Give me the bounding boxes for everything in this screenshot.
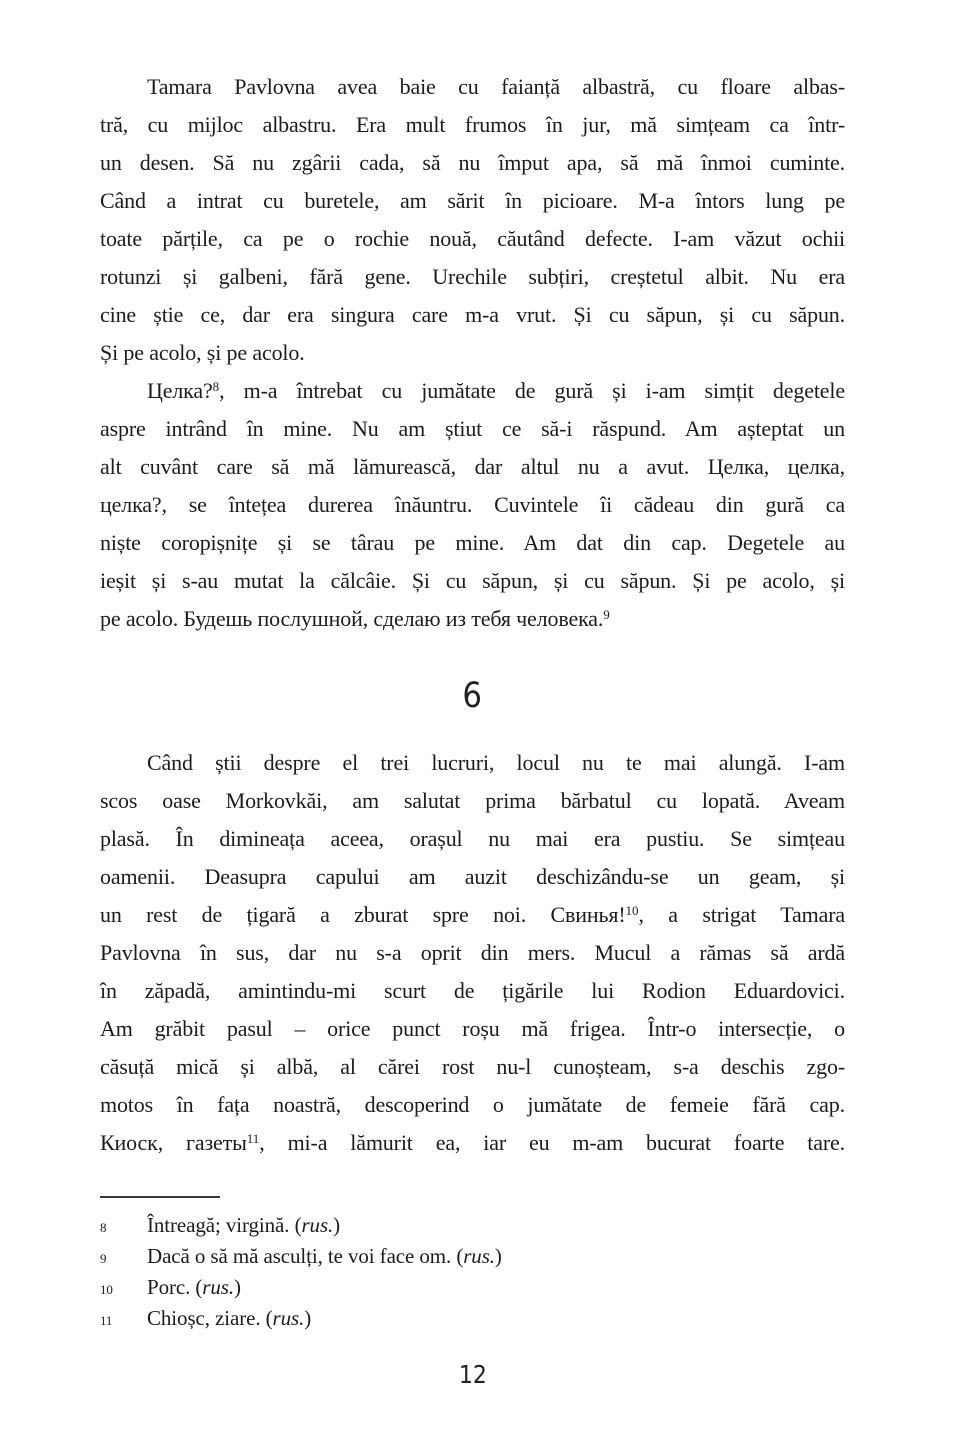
text-block (100, 68, 845, 1335)
text-segment-italic: rus. (202, 1275, 234, 1299)
text-segment: Киоск, газеты (100, 1130, 247, 1155)
footnote (100, 1304, 845, 1335)
text-segment: ) (234, 1275, 241, 1299)
page-number-value: 12 (458, 1360, 487, 1389)
text-line: Când știi despre el trei lucruri, locul nu te mai alungă. I-am (147, 750, 845, 775)
text-line: niște coropișnițe și se târau pe mine. Am dat din cap. Degetele au (100, 530, 845, 555)
text-segment: , a strigat Tamara (638, 902, 846, 927)
footnote-divider (100, 1196, 220, 1198)
section-heading (100, 674, 845, 718)
footnote-ref-10: 10 (625, 902, 639, 918)
text-line: scos oase Morkovkăi, am salutat prima bărbatul cu lopată. Aveam (100, 788, 845, 813)
text-line: oamenii. Deasupra capului am auzit deschizându-se un geam, și (100, 864, 845, 889)
text-line: Tamara Pavlovna avea baie cu faianță albastră, cu floare albas- (147, 74, 845, 99)
text-segment: pe acolo. Будешь послушной, сделаю из тебя человека. (100, 606, 604, 631)
text-line: Și pe acolo, și pe acolo. (100, 340, 305, 365)
footnote-marker: 9 (100, 1251, 107, 1266)
footnote-text (147, 1242, 502, 1273)
footnote-marker: 10 (100, 1282, 113, 1297)
footnote-marker: 11 (100, 1313, 113, 1328)
text-line: rotunzi și galbeni, fără gene. Urechile subțiri, creștetul albit. Nu era (100, 264, 845, 289)
section-number: 6 (462, 676, 483, 716)
text-line (100, 372, 845, 410)
text-segment: , m-a întrebat cu jumătate de gură și i-am simțit degetele (219, 378, 845, 403)
text-line: ieșit și s-au mutat la călcâie. Și cu săpun, și cu săpun. Și pe acolo, și (100, 568, 845, 593)
text-segment: un rest de țigară a zburat spre noi. Свинья! (100, 902, 626, 927)
text-line: Când a intrat cu buretele, am sărit în picioare. M-a întors lung pe (100, 188, 845, 213)
text-segment: Întreagă; virgină. ( (147, 1213, 302, 1237)
text-line: toate părțile, ca pe o rochie nouă, căutând defecte. I-am văzut ochii (100, 226, 845, 251)
text-line: un desen. Să nu zgârii cada, să nu împut apa, să mă înmoi cuminte. (100, 150, 845, 175)
text-line: целка?, se întețea durerea înăuntru. Cuvintele îi cădeau din gură ca (100, 492, 845, 517)
text-segment: Chioșc, ziare. ( (147, 1306, 273, 1330)
text-segment: , mi-a lămurit ea, iar eu m-am bucurat foarte tare. (259, 1130, 845, 1155)
text-line: aspre intrând în mine. Nu am știut ce să-i răspund. Am așteptat un (100, 416, 845, 441)
text-line: căsuță mică și albă, al cărei rost nu-l cunoșteam, s-a deschis zgo- (100, 1054, 845, 1079)
footnote (100, 1273, 845, 1304)
text-line: plasă. În dimineața aceea, orașul nu mai era pustiu. Se simțeau (100, 826, 845, 851)
text-segment-italic: rus. (301, 1213, 334, 1237)
text-line (100, 600, 845, 638)
text-segment: Dacă o să mă asculți, te voi face om. ( (147, 1244, 464, 1268)
footnote-ref-11: 11 (246, 1130, 260, 1146)
text-segment: Porc. ( (147, 1275, 203, 1299)
text-segment: ) (333, 1213, 341, 1237)
text-line (100, 896, 845, 934)
footnotes-section (100, 1196, 845, 1335)
text-line: în zăpadă, amintindu-mi scurt de țigările lui Rodion Eduardovici. (100, 978, 845, 1003)
page-number (100, 1360, 845, 1389)
text-segment-italic: rus. (272, 1306, 305, 1330)
footnote-ref-9: 9 (603, 606, 610, 622)
text-line: tră, cu mijloc albastru. Era mult frumos în jur, mă simțeam ca într- (100, 112, 845, 137)
text-line: Pavlovna în sus, dar nu s-a oprit din mers. Mucul a rămas să ardă (100, 940, 845, 965)
text-segment: ) (494, 1244, 502, 1268)
text-line: Am grăbit pasul – orice punct roșu mă frigea. Într-o intersecție, o (100, 1016, 845, 1041)
paragraph-3 (100, 744, 845, 1162)
text-segment: Целка? (147, 378, 213, 403)
text-line: motos în fața noastră, descoperind o jumătate de femeie fără cap. (100, 1092, 845, 1117)
footnote-ref-8: 8 (212, 378, 220, 394)
paragraph-2 (100, 372, 845, 638)
footnote-text (147, 1273, 241, 1304)
footnote-marker: 8 (100, 1220, 107, 1235)
footnote (100, 1211, 845, 1242)
text-segment: ) (304, 1306, 312, 1330)
footnote (100, 1242, 845, 1273)
text-line (100, 1124, 845, 1162)
footnote-text (147, 1211, 340, 1242)
footnote-text (147, 1304, 311, 1335)
text-line: alt cuvânt care să mă lămurească, dar altul nu a avut. Целка, целка, (100, 454, 845, 479)
paragraph-1 (100, 68, 845, 372)
text-line: cine știe ce, dar era singura care m-a vrut. Și cu săpun, și cu săpun. (100, 302, 845, 327)
text-segment-italic: rus. (463, 1244, 495, 1268)
